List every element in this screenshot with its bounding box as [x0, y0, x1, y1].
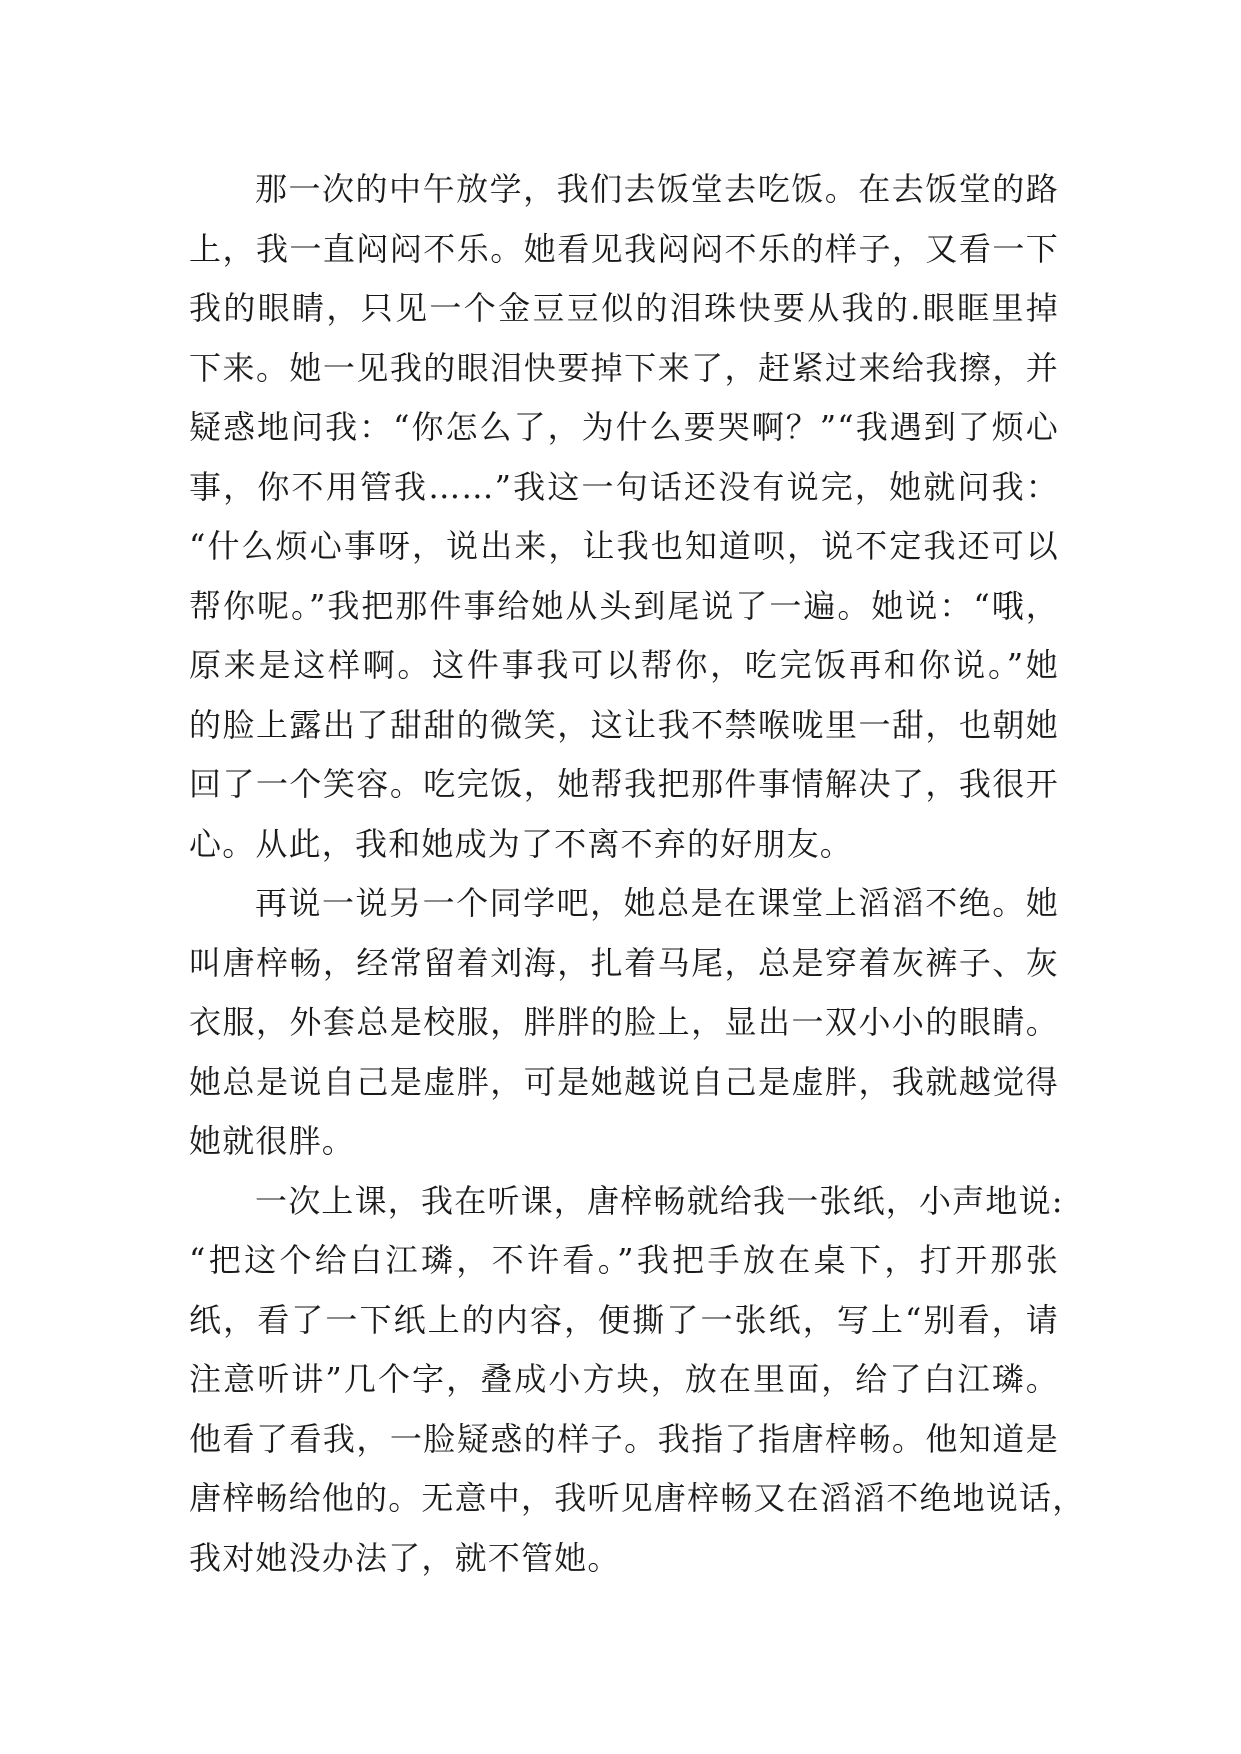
paragraph-1-line-9: 原来是这样啊。这件事我可以帮你，吃完饭再和你说。”她 [189, 646, 1059, 684]
paragraph-2-line-3: 衣服，外套总是校服，胖胖的脸上，显出一双小小的眼睛。 [189, 1003, 1059, 1041]
essay-body [189, 160, 1086, 1588]
paragraph-3-line-4: 注意听讲”几个字，叠成小方块，放在里面，给了白江璘。 [189, 1360, 1059, 1398]
paragraph-1-line-12: 心。从此，我和她成为了不离不弃的好朋友。 [189, 824, 854, 863]
paragraph-3-line-1: 一次上课，我在听课，唐梓畅就给我一张纸，小声地说: [255, 1181, 1064, 1220]
paragraph-1-line-6: 事，你不用管我……”我这一句话还没有说完，她就问我： [189, 467, 1059, 506]
paragraph-2-line-4: 她总是说自己是虚胖，可是她越说自己是虚胖，我就越觉得 [189, 1062, 1059, 1101]
paragraph-3-line-6: 唐梓畅给他的。无意中，我听见唐梓畅又在滔滔不绝地说话， [189, 1479, 1086, 1517]
paragraph-1-line-2: 上，我一直闷闷不乐。她看见我闷闷不乐的样子，又看一下 [189, 229, 1059, 268]
paragraph-1-line-11: 回了一个笑容。吃完饭，她帮我把那件事情解决了，我很开 [189, 765, 1059, 803]
paragraph-1-line-4: 下来。她一见我的眼泪快要掉下来了，赶紧过来给我擦，并 [189, 348, 1059, 387]
paragraph-1-line-1: 那一次的中午放学，我们去饭堂去吃饭。在去饭堂的路 [255, 170, 1059, 208]
paragraph-1-line-7: “什么烦心事呀，说出来，让我也知道呗，说不定我还可以 [189, 527, 1059, 565]
paragraph-1-line-3: 我的眼睛，只见一个金豆豆似的泪珠快要从我的.眼眶里掉 [189, 289, 1059, 327]
paragraph-3-line-3: 纸，看了一下纸上的内容，便撕了一张纸，写上“别看，请 [189, 1300, 1059, 1339]
paragraph-2-line-2: 叫唐梓畅，经常留着刘海，扎着马尾，总是穿着灰裤子、灰 [189, 943, 1059, 982]
paragraph-1-line-5: 疑惑地问我：“你怎么了，为什么要哭啊？”“我遇到了烦心 [189, 408, 1059, 446]
paragraph-2-line-5: 她就很胖。 [189, 1122, 356, 1160]
paragraph-1-line-8: 帮你呢。”我把那件事给她从头到尾说了一遍。她说：“哦， [189, 586, 1059, 625]
paragraph-1-line-10: 的脸上露出了甜甜的微笑，这让我不禁喉咙里一甜，也朝她 [189, 705, 1059, 744]
paragraph-3-line-2: “把这个给白江璘，不许看。”我把手放在桌下，打开那张 [189, 1241, 1059, 1279]
paragraph-3-line-7: 我对她没办法了，就不管她。 [189, 1538, 621, 1577]
paragraph-3-line-5: 他看了看我，一脸疑惑的样子。我指了指唐梓畅。他知道是 [189, 1419, 1059, 1458]
paragraph-2-line-1: 再说一说另一个同学吧，她总是在课堂上滔滔不绝。她 [255, 884, 1059, 922]
